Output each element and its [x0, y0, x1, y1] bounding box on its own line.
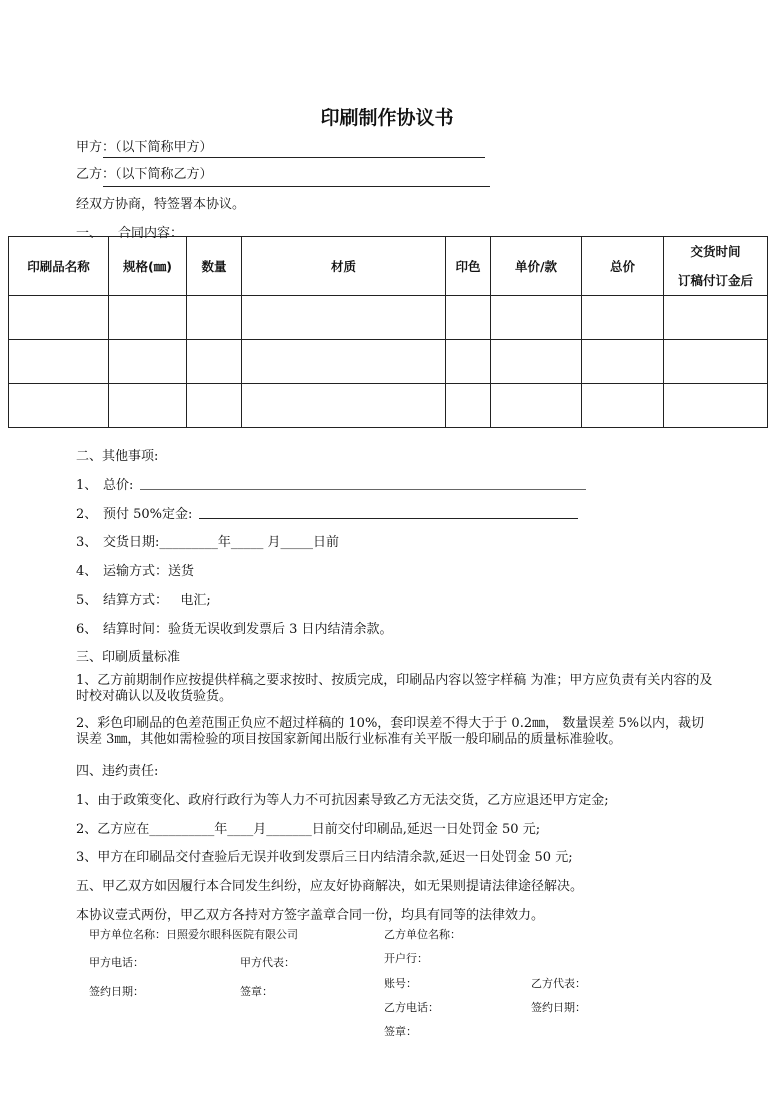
party-b-underline	[103, 186, 490, 187]
table-header-row	[9, 237, 768, 296]
table-cell[interactable]	[446, 384, 491, 428]
party-a-seal: 签章：	[240, 985, 273, 998]
closing-statement: 本协议壹式两份，甲乙双方各持对方签字盖章合同一份，均具有同等的法律效力。	[76, 908, 545, 923]
party-a-line: 甲方：（以下简称甲方）	[76, 140, 213, 155]
table-cell[interactable]	[491, 296, 582, 340]
table-cell[interactable]	[242, 384, 446, 428]
party-b-line: 乙方：（以下简称乙方）	[76, 167, 213, 182]
table-cell[interactable]	[582, 340, 664, 384]
section2-heading: 二、其他事项:	[76, 449, 159, 464]
party-a-unit: 甲方单位名称：日照爱尔眼科医院有限公司	[89, 928, 298, 941]
table-cell[interactable]	[582, 296, 664, 340]
section1-label: 合同内容：	[118, 226, 184, 241]
table-cell[interactable]	[9, 384, 109, 428]
item1-number: 1、	[76, 478, 98, 493]
header-total-price: 总价	[582, 237, 664, 296]
party-b-sign-date: 签约日期：	[531, 1001, 586, 1014]
breach-clause-3: 3、甲方在印刷品交付查验后无误并收到发票后三日内结清余款,延迟一日处罚金 50 元;	[76, 850, 573, 865]
section1-number: 一、	[76, 226, 103, 241]
intro-text: 经双方协商，特签署本协议。	[76, 197, 246, 212]
item6-number: 6、	[76, 622, 98, 637]
table-cell[interactable]	[491, 384, 582, 428]
table-cell[interactable]	[187, 296, 242, 340]
item3-delivery-date: 交货日期:_________年_____ 月_____日前	[103, 535, 340, 550]
party-b-account: 账号：	[384, 977, 417, 990]
section3-heading: 三、印刷质量标准	[76, 650, 181, 665]
party-b-phone: 乙方电话：	[384, 1001, 439, 1014]
item3-number: 3、	[76, 535, 98, 550]
party-a-underline	[103, 157, 485, 158]
table-cell[interactable]	[9, 296, 109, 340]
table-cell[interactable]	[664, 384, 768, 428]
table-cell[interactable]	[664, 296, 768, 340]
quality-clause-2: 2、彩色印刷品的色差范围正负应不超过样稿的 10%，套印误差不得大于于 0.2㎜， 数量误差 5%以内，裁切误差 3㎜，其他如需检验的项目按国家新闻出版行业标准有关平版一般印刷品的质量标准验收。	[76, 716, 704, 747]
item2-deposit-label: 预付 50%定金:	[103, 507, 193, 522]
item5-number: 5、	[76, 593, 98, 608]
table-cell[interactable]	[109, 340, 187, 384]
breach-clause-1: 1、由于政策变化、政府行政行为等人力不可抗因素导致乙方无法交货，乙方应退还甲方定金;	[76, 793, 609, 808]
party-a-sign-date: 签约日期：	[89, 985, 144, 998]
item4-shipping: 运输方式：送货	[103, 564, 195, 579]
item2-number: 2、	[76, 507, 98, 522]
table-cell[interactable]	[187, 340, 242, 384]
dispute-clause: 五、甲乙双方如因履行本合同发生纠纷，应友好协商解决，如无果则提请法律途径解决。	[76, 879, 584, 894]
deposit-blank	[199, 518, 578, 519]
quality-clause-1: 1、乙方前期制作应按提供样稿之要求按时、按质完成，印刷品内容以签字样稿 为准；甲方应负责有关内容的及时校对确认以及收货验货。	[76, 673, 713, 704]
header-print-color: 印色	[446, 237, 491, 296]
total-price-blank	[140, 489, 586, 490]
header-item-name: 印刷品名称	[9, 237, 109, 296]
table-cell[interactable]	[446, 340, 491, 384]
table-cell[interactable]	[491, 340, 582, 384]
table-cell[interactable]	[242, 296, 446, 340]
header-delivery-time	[664, 237, 768, 296]
header-material: 材质	[242, 237, 446, 296]
table-cell[interactable]	[446, 296, 491, 340]
party-b-representative: 乙方代表：	[531, 977, 586, 990]
header-unit-price: 单价/款	[491, 237, 582, 296]
item4-number: 4、	[76, 564, 98, 579]
table-cell[interactable]	[664, 340, 768, 384]
item1-total-price-label: 总价:	[103, 478, 134, 493]
table-cell[interactable]	[187, 384, 242, 428]
document-title: 印刷制作协议书	[320, 107, 454, 129]
party-b-seal: 签章：	[384, 1025, 417, 1038]
header-spec: 规格(㎜)	[109, 237, 187, 296]
table-cell[interactable]	[109, 384, 187, 428]
contract-items-table	[8, 236, 768, 428]
table-cell[interactable]	[9, 340, 109, 384]
table-row	[9, 296, 768, 340]
party-a-representative: 甲方代表：	[240, 956, 295, 969]
table-row	[9, 384, 768, 428]
delivery-header-line2: 订稿付订金后	[677, 273, 753, 288]
table-cell[interactable]	[109, 296, 187, 340]
item6-settlement-time: 结算时间：验货无误收到发票后 3 日内结清余款。	[103, 622, 393, 637]
breach-clause-2: 2、乙方应在__________年____月_______日前交付印刷品,延迟一日处罚金 50 元;	[76, 822, 541, 837]
party-b-bank: 开户行：	[384, 952, 428, 965]
table-cell[interactable]	[582, 384, 664, 428]
party-b-unit: 乙方单位名称：	[384, 928, 461, 941]
party-a-phone: 甲方电话：	[89, 956, 144, 969]
table-cell[interactable]	[242, 340, 446, 384]
delivery-header-line1: 交货时间	[690, 244, 741, 259]
header-quantity: 数量	[187, 237, 242, 296]
section4-heading: 四、违约责任:	[76, 764, 159, 779]
item5-settlement-method: 结算方式： 电汇;	[103, 593, 211, 608]
table-row	[9, 340, 768, 384]
